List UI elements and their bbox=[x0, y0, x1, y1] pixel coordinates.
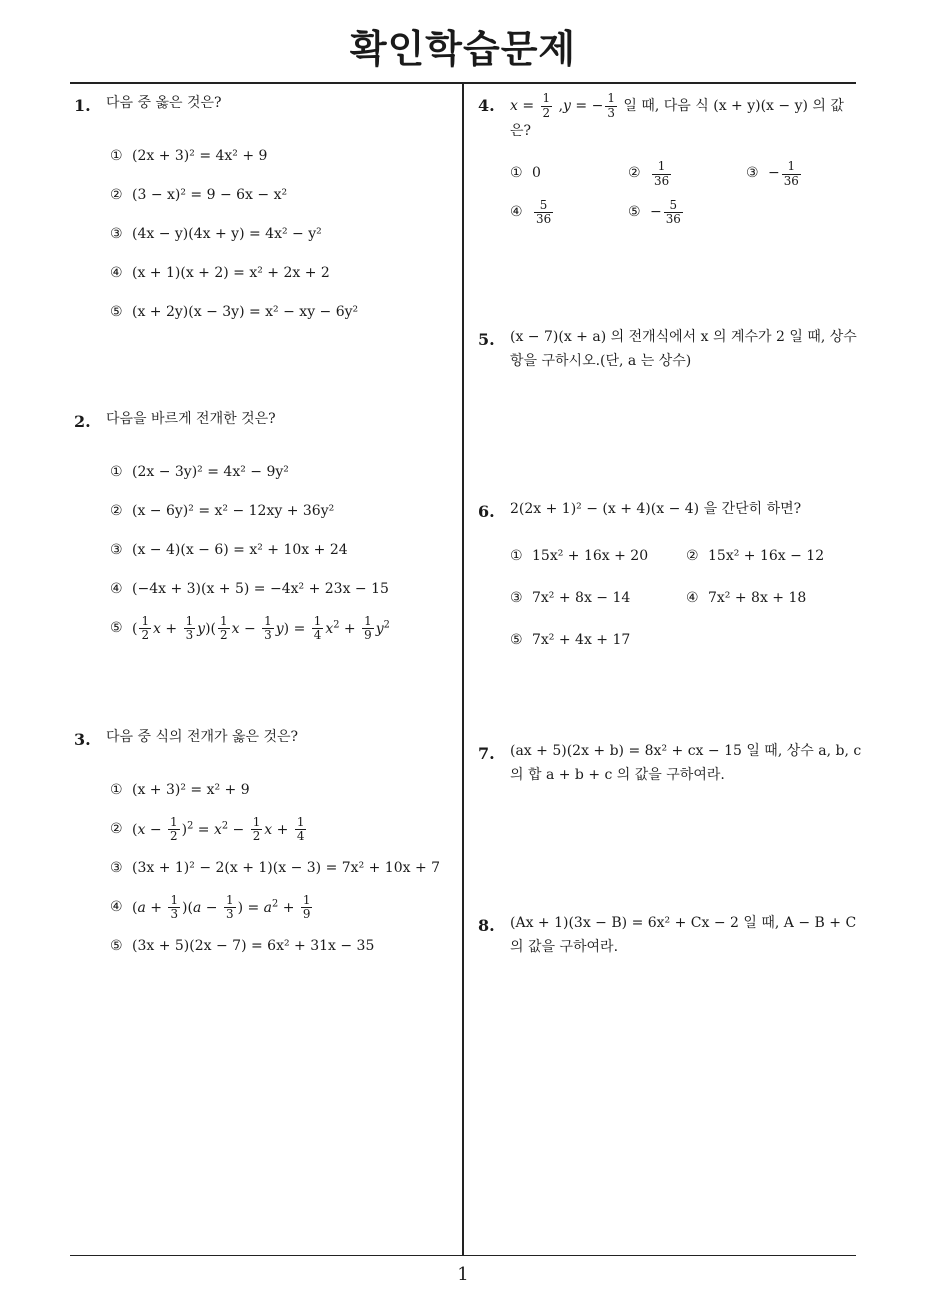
option-4[interactable]: ④ $\frac{5}{36}$ bbox=[510, 197, 552, 227]
question-text: 다음 중 식의 전개가 옳은 것은? bbox=[106, 729, 299, 745]
option-expression: ( $\frac{1}{2}$ x + $\frac{1}{3}$ y)( $\frac{1}{2}$ x − $\frac{1}{3}$ y) = $\frac{1}{4}$ $x^2$ + $\frac{1}{9}$ $y^2$ bbox=[132, 613, 390, 643]
question-text: 다음 중 옳은 것은? bbox=[106, 95, 222, 111]
question-text: 2(2x + 1)² − (x + 4)(x − 4) 을 간단히 하면? bbox=[510, 501, 802, 517]
question-number: 6. bbox=[478, 502, 495, 521]
question-number: 7. bbox=[478, 744, 495, 763]
option-expression: (−4x + 3)(x + 5) = −4x² + 23x − 15 bbox=[132, 580, 389, 597]
option-expression: (2x + 3)² = 4x² + 9 bbox=[132, 147, 268, 164]
option-expression: (a + $\frac{1}{3}$ )(a − $\frac{1}{3}$ ) = $a^2$ + $\frac{1}{9}$ bbox=[132, 892, 311, 922]
option-5[interactable]: ⑤ (3x + 5)(2x − 7) = 6x² + 31x − 35 bbox=[110, 927, 459, 966]
option-3[interactable]: ③ (x − 4)(x − 6) = x² + 10x + 24 bbox=[110, 531, 454, 570]
question-7 bbox=[478, 740, 862, 788]
option-expression: (x + 1)(x + 2) = x² + 2x + 2 bbox=[132, 264, 330, 281]
option-5[interactable]: ⑤ (x + 2y)(x − 3y) = x² − xy − 6y² bbox=[110, 293, 454, 332]
option-expression: (x − $\frac{1}{2}$ )$^2 = x^2$ − $\frac{1}{2}$ x + $\frac{1}{4}$ bbox=[132, 814, 305, 844]
option-expression: (x − 6y)² = x² − 12xy + 36y² bbox=[132, 502, 335, 519]
option-expression: (x + 2y)(x − 3y) = x² − xy − 6y² bbox=[132, 303, 359, 320]
page-title: 확인학습문제 bbox=[349, 27, 577, 71]
question-number: 5. bbox=[478, 330, 495, 349]
option-expression: (2x − 3y)² = 4x² − 9y² bbox=[132, 463, 289, 480]
question-8 bbox=[478, 912, 862, 960]
question-text: (ax + 5)(2x + b) = 8x² + cx − 15 일 때, 상수 a, b, c 의 합 a + b + c 의 값을 구하여라. bbox=[510, 743, 862, 783]
option-2[interactable]: ② $\frac{1}{36}$ bbox=[628, 159, 670, 188]
option-1[interactable]: ① (x + 3)² = x² + 9 bbox=[110, 771, 459, 810]
question-text: (x − 7)(x + a) 의 전개식에서 x 의 계수가 2 일 때, 상수항을 구하시오.(단, a 는 상수) bbox=[510, 329, 857, 369]
option-5[interactable]: ⑤ − $\frac{5}{36}$ bbox=[628, 197, 681, 227]
option-expression: (x − 4)(x − 6) = x² + 10x + 24 bbox=[132, 541, 348, 558]
question-number: 1. bbox=[74, 96, 91, 115]
option-2[interactable]: ② (x − 6y)² = x² − 12xy + 36y² bbox=[110, 492, 454, 531]
question-text: x = $\frac{1}{2}$ ,y = − $\frac{1}{3}$ 일 때, 다음 식 (x + y)(x − y) 의 값은? bbox=[510, 91, 844, 140]
bottom-rule bbox=[70, 1255, 856, 1256]
option-expression: (x + 3)² = x² + 9 bbox=[132, 781, 250, 798]
question-number: 4. bbox=[478, 96, 495, 115]
option-3[interactable]: ③ − $\frac{1}{36}$ bbox=[746, 159, 799, 188]
question-5 bbox=[478, 326, 862, 374]
question-number: 2. bbox=[74, 412, 91, 431]
option-2[interactable]: ② 15x² + 16x − 12 bbox=[686, 548, 825, 565]
option-2[interactable]: ② (3 − x)² = 9 − 6x − x² bbox=[110, 176, 454, 215]
option-expression: (3 − x)² = 9 − 6x − x² bbox=[132, 186, 288, 203]
option-expression: (4x − y)(4x + y) = 4x² − y² bbox=[132, 225, 322, 242]
option-3[interactable]: ③ (3x + 1)² − 2(x + 1)(x − 3) = 7x² + 10x + 7 bbox=[110, 849, 459, 888]
option-1[interactable]: ① (2x + 3)² = 4x² + 9 bbox=[110, 137, 454, 176]
option-1[interactable]: ① 15x² + 16x + 20 bbox=[510, 548, 649, 565]
question-text: 다음을 바르게 전개한 것은? bbox=[106, 411, 276, 427]
question-2 bbox=[74, 408, 454, 648]
option-4[interactable]: ④ (x + 1)(x + 2) = x² + 2x + 2 bbox=[110, 254, 454, 293]
option-4[interactable]: ④ (a + $\frac{1}{3}$ )(a − $\frac{1}{3}$ ) = $a^2$ + $\frac{1}{9}$ bbox=[110, 888, 459, 927]
option-5[interactable]: ⑤ ( $\frac{1}{2}$ x + $\frac{1}{3}$ y)( $\frac{1}{2}$ x − $\frac{1}{3}$ y) = $\frac{1}{4}$ $x^2$ + $\frac{1}{9}$ $y^2$ bbox=[110, 613, 390, 643]
page-number: 1 bbox=[457, 1264, 469, 1285]
option-1[interactable]: ① 0 bbox=[510, 165, 541, 182]
question-number: 8. bbox=[478, 916, 495, 935]
option-2[interactable]: ② (x − $\frac{1}{2}$ )$^2 = x^2$ − $\frac{1}{2}$ x + $\frac{1}{4}$ bbox=[110, 810, 459, 849]
option-4[interactable]: ④ (−4x + 3)(x + 5) = −4x² + 23x − 15 bbox=[110, 570, 454, 609]
question-number: 3. bbox=[74, 730, 91, 749]
option-expression: (3x + 5)(2x − 7) = 6x² + 31x − 35 bbox=[132, 937, 375, 954]
column-divider bbox=[462, 82, 464, 1256]
option-1[interactable]: ① (2x − 3y)² = 4x² − 9y² bbox=[110, 453, 454, 492]
question-3 bbox=[74, 726, 459, 966]
question-4 bbox=[478, 92, 862, 227]
option-5[interactable]: ⑤ 7x² + 4x + 17 bbox=[510, 631, 631, 648]
question-1 bbox=[74, 92, 454, 332]
option-expression: (3x + 1)² − 2(x + 1)(x − 3) = 7x² + 10x + 7 bbox=[132, 859, 441, 876]
option-4[interactable]: ④ 7x² + 8x + 18 bbox=[686, 589, 807, 606]
question-text: (Ax + 1)(3x − B) = 6x² + Cx − 2 일 때, A − B + C 의 값을 구하여라. bbox=[510, 915, 857, 955]
option-3[interactable]: ③ 7x² + 8x − 14 bbox=[510, 589, 631, 606]
question-6 bbox=[478, 498, 862, 653]
option-3[interactable]: ③ (4x − y)(4x + y) = 4x² − y² bbox=[110, 215, 454, 254]
